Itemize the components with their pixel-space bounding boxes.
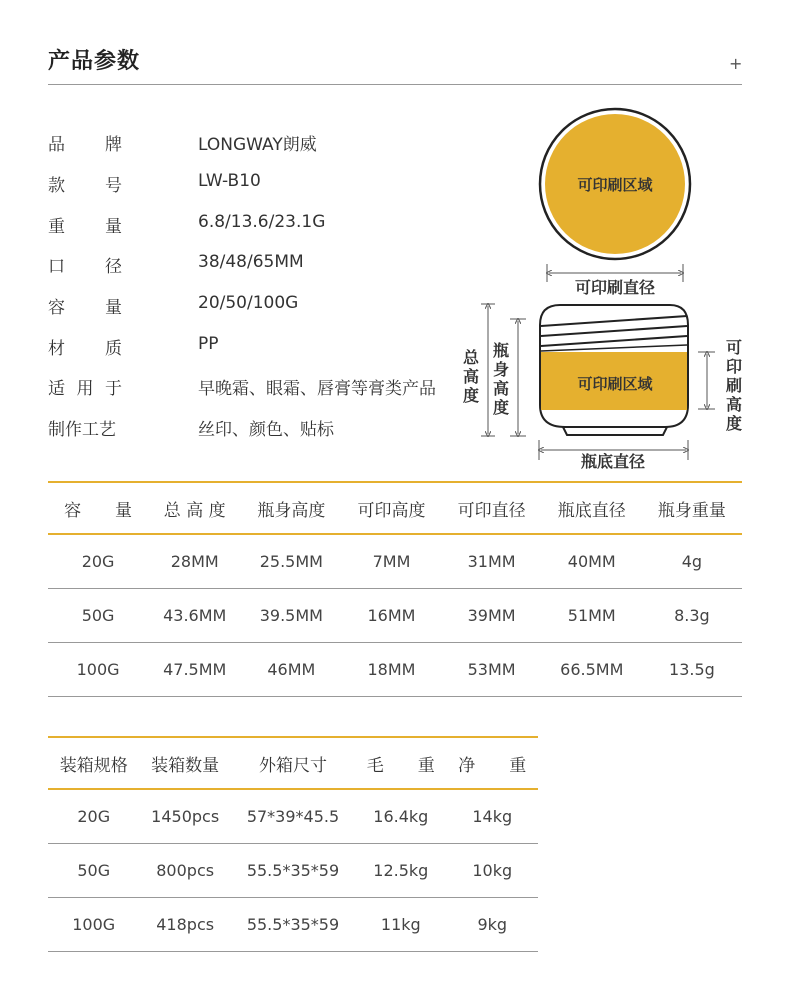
spec-label [48,374,122,399]
table-cell: 418pcs [139,898,230,952]
table-cell: 55.5*35*59 [231,844,355,898]
vertical-label-char: 瓶 [492,341,510,360]
spec-label-char: 号 [105,176,122,196]
column-header: 装箱数量 [139,737,230,789]
table-cell: 55.5*35*59 [231,898,355,952]
column-header: 净 重 [447,737,538,789]
vertical-label-char: 高 [725,395,743,414]
spec-value: 38/48/65MM [198,252,304,272]
spec-label-char: 款 [48,176,65,196]
spec-label-char: 容 [48,298,65,318]
table-row [48,589,742,643]
page-title: 产品参数 [48,49,141,74]
table-cell: 12.5kg [355,844,446,898]
spec-label-char: 制作工艺 [48,420,116,440]
spec-label [48,212,122,237]
table-cell: 14kg [447,789,538,844]
base-diameter-label: 瓶底直径 [580,452,646,471]
table-row [48,789,538,844]
body-print-area-label: 可印刷区域 [577,375,653,393]
vertical-label-char: 高 [492,379,510,398]
vertical-label-char: 可 [725,338,743,357]
vertical-label-char: 总 [462,348,480,367]
column-header: 可印直径 [442,482,542,534]
vertical-label-char: 刷 [725,376,743,395]
table-cell: 25.5MM [241,534,341,589]
print-diameter-label: 可印刷直径 [574,278,656,297]
table-cell: 46MM [241,643,341,697]
table-cell: 53MM [442,643,542,697]
table-cell: 40MM [542,534,642,589]
table-cell: 50G [48,589,148,643]
spec-label-char: 于 [105,379,122,399]
vertical-label-char: 度 [492,398,510,417]
column-header: 外箱尺寸 [231,737,355,789]
spec-label [48,415,122,440]
table-cell: 18MM [341,643,441,697]
body-height-label [493,341,509,417]
table-cell: 4g [642,534,742,589]
vertical-label-char: 度 [462,386,480,405]
table-cell: 39.5MM [241,589,341,643]
table-cell: 31MM [442,534,542,589]
column-header: 瓶底直径 [542,482,642,534]
spec-value: PP [198,334,219,354]
column-header: 可印高度 [341,482,441,534]
table-cell: 100G [48,643,148,697]
top-print-area-label: 可印刷区域 [577,176,653,194]
spec-label [48,171,122,196]
vertical-label-char: 高 [462,367,480,386]
spec-label [48,130,122,155]
table-cell: 7MM [341,534,441,589]
spec-label [48,334,122,359]
spec-value: 20/50/100G [198,293,299,313]
table-row [48,643,742,697]
table-cell: 800pcs [139,844,230,898]
column-header: 装箱规格 [48,737,139,789]
spec-label-char: 量 [105,298,122,318]
column-header: 毛 重 [355,737,446,789]
jar-diagram [455,100,790,480]
plus-icon[interactable]: + [729,54,743,73]
table-row [48,898,538,952]
spec-label-char: 径 [105,257,122,277]
spec-value: LW-B10 [198,171,261,191]
vertical-label-char: 身 [492,360,510,379]
table-cell: 20G [48,789,139,844]
table-row [48,844,538,898]
column-header: 容 量 [48,482,148,534]
table-cell: 51MM [542,589,642,643]
vertical-label-char: 印 [725,357,743,376]
spec-label-char: 质 [105,339,122,359]
column-header: 瓶身高度 [241,482,341,534]
spec-label-char: 量 [105,217,122,237]
table-cell: 11kg [355,898,446,952]
spec-label-char: 口 [48,257,65,277]
vertical-label-char: 度 [725,414,743,433]
spec-value: LONGWAY朗威 [198,135,317,155]
table-cell: 9kg [447,898,538,952]
spec-label-char: 重 [48,217,65,237]
spec-label-char: 用 [76,379,94,399]
table-cell: 10kg [447,844,538,898]
spec-value: 早晚霜、眼霜、唇膏等膏类产品 [198,379,436,399]
table-cell: 16.4kg [355,789,446,844]
spec-label-char: 适 [48,379,65,399]
table-cell: 1450pcs [139,789,230,844]
table-cell: 20G [48,534,148,589]
table-cell: 50G [48,844,139,898]
size-table [48,481,742,697]
print-height-label [726,338,742,433]
table-cell: 100G [48,898,139,952]
spec-label-char: 材 [48,339,65,359]
spec-label-char: 牌 [105,135,122,155]
table-cell: 43.6MM [148,589,241,643]
title-divider [48,84,742,85]
spec-label-char: 品 [48,135,65,155]
packing-table [48,736,538,952]
column-header: 瓶身重量 [642,482,742,534]
table-row [48,534,742,589]
spec-value: 丝印、颜色、贴标 [198,420,334,440]
table-cell: 66.5MM [542,643,642,697]
spec-label [48,293,122,318]
total-height-label [463,348,480,405]
table-cell: 13.5g [642,643,742,697]
table-cell: 8.3g [642,589,742,643]
table-cell: 28MM [148,534,241,589]
spec-label [48,252,122,277]
table-cell: 39MM [442,589,542,643]
spec-value: 6.8/13.6/23.1G [198,212,326,232]
table-cell: 16MM [341,589,441,643]
table-cell: 57*39*45.5 [231,789,355,844]
table-cell: 47.5MM [148,643,241,697]
column-header: 总 高 度 [148,482,241,534]
